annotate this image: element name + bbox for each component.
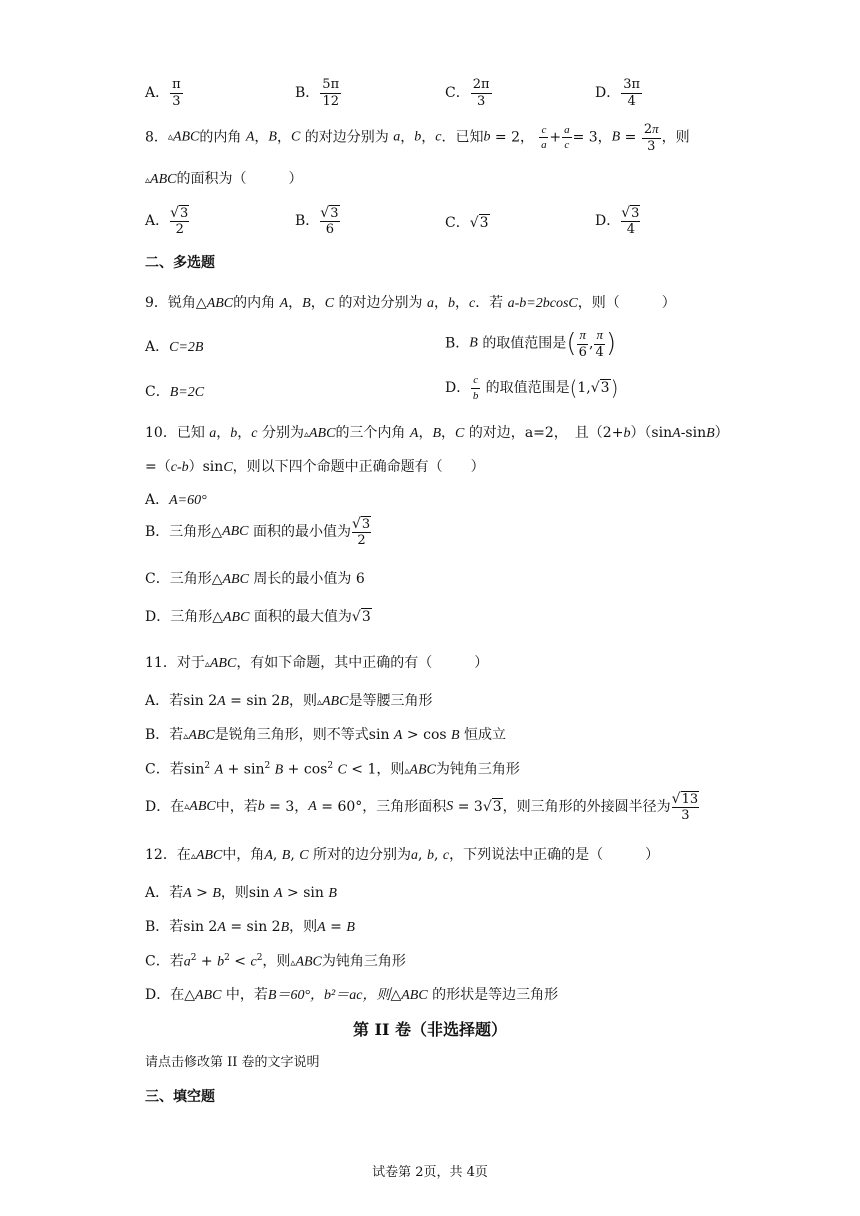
q7-option-d bbox=[595, 78, 643, 108]
q10-option-b-label: B．三角形△ bbox=[145, 524, 223, 541]
q8-stem-line2: ▵ABC的面积为（ ） bbox=[145, 171, 303, 187]
q7-option-c-frac bbox=[471, 78, 492, 108]
q7-option-b bbox=[295, 78, 342, 108]
q12-option-b-label: B．若 bbox=[145, 919, 184, 935]
q11-option-d-label: D．在 bbox=[145, 799, 185, 816]
q9-stem: 9．锐角△ABC的内角 A，B，C 的对边分别为 a，b，c．若 a-b=2bcosC，则（ ） bbox=[145, 295, 676, 311]
q11-option-d-mid1: 中，若 bbox=[215, 799, 258, 816]
q11-stem: 11．对于▵ABC，有如下命题，其中正确的有（ ） bbox=[145, 655, 489, 671]
q9-option-c-body: B=2C bbox=[169, 385, 205, 400]
q9-text1: 的内角 bbox=[233, 295, 276, 311]
q9-option-d-label: D． bbox=[445, 380, 471, 397]
q10-text10: ，则以下四个命题中正确命题有（ ） bbox=[232, 459, 485, 475]
q11-number: 11．对于 bbox=[145, 655, 205, 671]
q8-then: ，则 bbox=[661, 129, 690, 146]
q9-option-d-body: 的取值范围是 bbox=[485, 380, 570, 397]
q8-text1: 的内角 bbox=[199, 129, 242, 146]
q8-eq-tail: = 3， bbox=[572, 129, 612, 146]
q12-stem: 12．在▵ABC中，角A, B, C 所对的边分别为a, b, c，下列说法中正确的是（ ） bbox=[145, 847, 660, 863]
q7-option-c-num: 2π bbox=[472, 77, 490, 92]
q8-option-a-label: A． bbox=[145, 213, 170, 230]
part2-description: 请点击修改第 II 卷的文字说明 bbox=[145, 1055, 320, 1070]
q8-abc: ABC bbox=[172, 129, 200, 145]
q11-option-a-label: A．若 bbox=[145, 693, 184, 709]
q8-option-b: B． $\frac{√3}{6}$ bbox=[295, 205, 339, 237]
q11-option-a: A．若sin 2A = sin 2B，则▵ABC是等腰三角形 bbox=[145, 693, 433, 709]
q11-option-b-tail: 恒成立 bbox=[464, 727, 507, 743]
q9-option-a-body: C=2B bbox=[169, 340, 204, 355]
q10-text6: -sin bbox=[680, 425, 707, 441]
q11-option-c-label: C．若 bbox=[145, 761, 184, 778]
q9-option-a bbox=[145, 340, 203, 355]
q10-option-c-label: C．三角形△ bbox=[145, 571, 223, 587]
q8-option-b-label: B． bbox=[295, 213, 320, 230]
q9-option-b-body: 的取值范围是 bbox=[482, 335, 567, 352]
q10-text3: 的对边， bbox=[468, 425, 525, 441]
q10-text4: 且（2+ bbox=[574, 425, 624, 441]
q8-option-d-label: D． bbox=[595, 213, 621, 230]
q10-stem-line1: 10．已知 a，b，c 分别为▵ABC的三个内角 A，B，C 的对边，a=2， 且（2+b）（sinA-sinB） bbox=[145, 425, 729, 441]
q7-option-b-label: B． bbox=[295, 85, 320, 102]
q8-option-d-den: 4 bbox=[621, 221, 640, 237]
q9-abc: ABC bbox=[206, 296, 234, 311]
q12-option-a-label: A．若 bbox=[145, 885, 184, 901]
q9-then: ，则（ ） bbox=[577, 295, 676, 311]
q7-option-a bbox=[145, 78, 184, 108]
q12-text3: ，下列说法中正确的是（ ） bbox=[449, 847, 660, 863]
q11-option-c-tail: 为钝角三角形 bbox=[435, 761, 520, 778]
q11-option-b: B．若▵ABC是锐角三角形，则不等式sin A > cos B 恒成立 bbox=[145, 727, 507, 743]
q10-stem-line2: =（c-b）sinC，则以下四个命题中正确命题有（ ） bbox=[145, 459, 485, 475]
q11-option-d-mid2: ，三角形面积 bbox=[362, 799, 447, 816]
q7-option-c bbox=[445, 78, 493, 108]
q8-option-b-den: 6 bbox=[320, 221, 339, 237]
section-heading-fill-blank: 三、填空题 bbox=[145, 1089, 215, 1105]
q10-number: 10．已知 bbox=[145, 425, 205, 441]
q10-text7: ） bbox=[714, 425, 729, 441]
triangle-icon: ▵ bbox=[167, 131, 173, 143]
q10-option-d-body: 面积的最大值为 bbox=[253, 609, 352, 625]
q10-text5: ）（sin bbox=[630, 425, 673, 441]
q7-option-a-num: π bbox=[172, 77, 181, 92]
q7-option-a-frac bbox=[170, 78, 183, 108]
triangle-icon: ▵ bbox=[145, 175, 151, 186]
q8-option-a: A． $\frac{√3}{2}$ bbox=[145, 205, 189, 237]
q9-condition: a-b=2bcosC bbox=[507, 296, 578, 311]
q10-option-a bbox=[145, 493, 207, 508]
q12-number: 12．在 bbox=[145, 847, 191, 863]
q10-text8: =（ bbox=[145, 459, 171, 475]
q10-option-c-body: 周长的最小值为 6 bbox=[253, 571, 365, 587]
q7-option-b-den: 12 bbox=[322, 93, 339, 109]
q7-option-d-den: 4 bbox=[627, 93, 636, 109]
q11-option-c: C．若$\sin^2 A + \sin^2 B + \cos^2 C < 1$，则▵ABC为钝角三角形 bbox=[145, 761, 520, 778]
section-heading-multi-choice: 二、多选题 bbox=[145, 255, 215, 271]
q8-b-value: = 2， bbox=[494, 129, 534, 146]
q9-option-c-label: C． bbox=[145, 384, 170, 400]
q9-number: 9．锐角△ bbox=[145, 295, 207, 311]
q11-option-a-mid: ，则 bbox=[288, 693, 317, 709]
q12-option-a: A．若A > B，则sin A > sin B bbox=[145, 885, 337, 901]
q8-text3: ．已知 bbox=[441, 129, 484, 146]
q12-option-c-label: C．若 bbox=[145, 953, 184, 970]
q8-text4: 的面积为（ ） bbox=[176, 171, 303, 187]
q12-option-d-condition: B＝60°，b²＝ac，则△ bbox=[267, 988, 402, 1003]
q9-text2: 的对边分别为 bbox=[338, 295, 423, 311]
q10-option-a-body: A=60° bbox=[169, 493, 207, 508]
q11-option-d-mid3: ，则三角形的外接圆半径为 bbox=[502, 799, 671, 816]
q8-option-a-den: 2 bbox=[170, 221, 189, 237]
q12-option-b-mid: ，则 bbox=[289, 919, 318, 935]
q12-option-c-mid: ，则 bbox=[262, 953, 291, 970]
q12-option-d-tail: 的形状是等边三角形 bbox=[432, 987, 559, 1003]
q7-option-c-label: C． bbox=[445, 85, 470, 102]
q8-option-c-label: C． bbox=[445, 215, 470, 231]
q8-option-d: D． $\frac{√3}{4}$ bbox=[595, 205, 640, 237]
q9-option-c bbox=[145, 385, 204, 400]
part2-title: 第 II 卷（非选择题） bbox=[352, 1020, 508, 1039]
page-footer: 试卷第 2页，共 4页 bbox=[372, 1165, 488, 1180]
q9-text3: ．若 bbox=[475, 295, 504, 311]
q12-option-d-mid: 中，若 bbox=[225, 987, 268, 1003]
q10-c-minus-b: c-b bbox=[170, 460, 189, 475]
q9-option-b: B．B 的取值范围是( $\frac{\pi}{6}$ , $\frac{\pi}{4}$ ) bbox=[445, 327, 617, 360]
q10-option-a-label: A． bbox=[145, 492, 170, 508]
q10-option-d: D．三角形△ABC 面积的最大值为√3 bbox=[145, 609, 371, 625]
q7-option-a-label: A． bbox=[145, 85, 170, 102]
q11-option-a-tail: 是等腰三角形 bbox=[348, 693, 433, 709]
q12-option-c-tail: 为钝角三角形 bbox=[321, 953, 406, 970]
q12-option-c: C．若$a^2 + b^2 < c^2$，则▵ABC为钝角三角形 bbox=[145, 953, 406, 970]
q10-text1: 分别为 bbox=[261, 425, 304, 441]
q10-option-c: C．三角形△ABC 周长的最小值为 6 bbox=[145, 571, 365, 587]
q11-option-c-mid: ，则 bbox=[376, 761, 405, 778]
q11-option-b-label: B．若 bbox=[145, 727, 184, 743]
q10-text9: ）sin bbox=[188, 459, 224, 475]
q8-text2: 的对边分别为 bbox=[304, 129, 389, 146]
q7-option-a-den: 3 bbox=[172, 93, 181, 109]
q12-option-d-label: D．在△ bbox=[145, 987, 195, 1003]
q7-option-b-num: 5π bbox=[322, 77, 340, 92]
q7-option-d-num: 3π bbox=[623, 77, 641, 92]
q10-text2: 的三个内角 bbox=[335, 425, 406, 441]
q7-option-b-frac bbox=[320, 78, 341, 108]
q8-option-c: C．√3 bbox=[445, 215, 489, 231]
q12-text2: 所对的边分别为 bbox=[313, 847, 412, 863]
q9-option-d: D． $\frac{c}{b}$ 的取值范围是(1,√3) bbox=[445, 374, 619, 402]
q8-stem-line1: 8．▵ABC的内角 A，B，C 的对边分别为 a，b，c．已知b = 2， $\frac{c}{a}$ + $\frac{a}{c}$ = 3，B = $\frac{2\pi}{3}$ ，则 bbox=[145, 121, 690, 154]
q11-option-b-mid: 是锐角三角形，则不等式 bbox=[214, 727, 369, 743]
q8-number: 8． bbox=[145, 129, 168, 146]
q10-option-b: B．三角形△ABC 面积的最小值为 $\frac{√3}{2}$ bbox=[145, 516, 371, 548]
q11-option-d: D．在▵ABC中，若b = 3，A = 60°，三角形面积S = 3√3，则三角形的外接圆半径为 $\frac{√13}{3}$ bbox=[145, 791, 699, 823]
q9-option-b-label: B． bbox=[445, 335, 470, 352]
q7-option-c-den: 3 bbox=[476, 93, 486, 109]
q9-option-a-label: A． bbox=[145, 339, 170, 355]
q12-text1: 中，角 bbox=[222, 847, 265, 863]
q12-option-a-mid: ，则 bbox=[220, 885, 249, 901]
q7-option-d-label: D． bbox=[595, 85, 621, 102]
q11-text: ，有如下命题，其中正确的有（ ） bbox=[236, 655, 489, 671]
q10-option-d-label: D．三角形△ bbox=[145, 609, 223, 625]
q10-option-b-body: 面积的最小值为 bbox=[252, 524, 351, 541]
q12-option-d: D．在△ABC 中，若B＝60°，b²＝ac，则△ABC 的形状是等边三角形 bbox=[145, 987, 559, 1003]
q12-option-b: B．若sin 2A = sin 2B，则A = B bbox=[145, 919, 355, 935]
q7-option-d-frac bbox=[621, 78, 642, 108]
q10-a-value: a=2， bbox=[524, 425, 561, 441]
